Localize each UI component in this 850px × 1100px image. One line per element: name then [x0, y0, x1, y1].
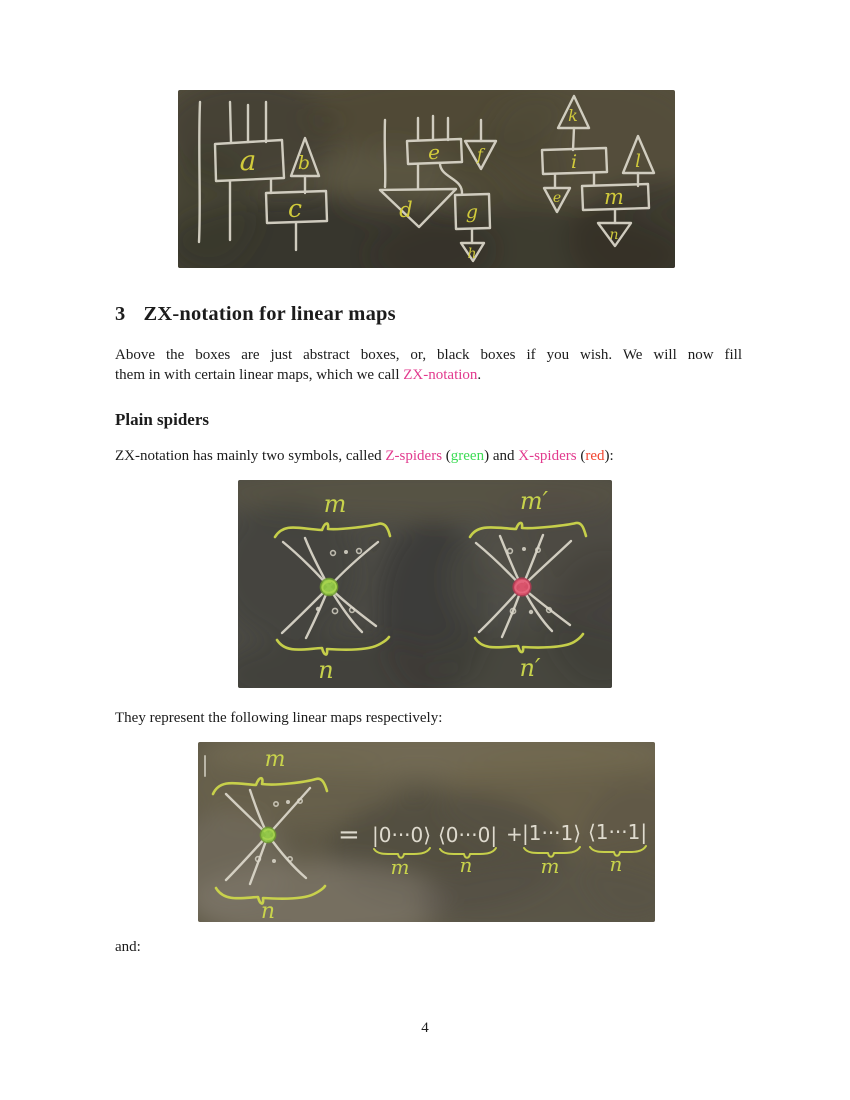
colon-suffix: ):	[604, 448, 614, 464]
paragraph-symbols	[115, 446, 614, 466]
x-spider-top-label: m′	[519, 487, 549, 515]
paragraph-symbols-text: ZX-notation has mainly two symbols, called	[115, 448, 386, 464]
x-spider-bottom-label: n′	[519, 654, 541, 682]
paragraph-and: and:	[115, 939, 141, 955]
paragraph-intro-line2-period: .	[477, 367, 482, 383]
chalkboard-photo-spiders	[238, 480, 612, 688]
chalk-label-m: m	[604, 185, 624, 209]
chalk-label-l: l	[635, 151, 641, 172]
section-number: 3	[115, 303, 126, 325]
subsection-title: Plain spiders	[115, 410, 209, 429]
paren-close-1: ) and	[484, 448, 519, 464]
zx-notation-link[interactable]: ZX-notation	[403, 367, 478, 383]
section-heading	[115, 303, 396, 326]
ket-ones: |1···1⟩	[522, 821, 582, 845]
paragraph-intro-line2	[115, 365, 742, 385]
chalk-label-h: h	[467, 246, 477, 262]
z-spider-top-label: m	[323, 490, 347, 518]
paren-open-1: (	[442, 448, 451, 464]
underbrace-label-n1: n	[459, 853, 473, 877]
equals-sign: =	[338, 820, 360, 850]
plus-sign: +	[506, 822, 523, 846]
chalk-label-g: g	[465, 201, 479, 223]
chalkboard-photo-boxes	[178, 90, 675, 268]
chalk-label-j: e	[552, 190, 562, 206]
chalk-label-d: d	[399, 198, 413, 222]
ket-zeros: |0···0⟩	[372, 823, 432, 847]
chalkboard-photo-spider-equation	[198, 742, 655, 922]
paragraph-represent: They represent the following linear maps respectively:	[115, 710, 443, 726]
underbrace-label-m2: m	[540, 854, 560, 878]
chalk-label-a: a	[239, 144, 257, 177]
page-number: 4	[421, 1020, 429, 1036]
z-spider-bottom-label: n	[318, 656, 334, 684]
board2-texture	[238, 480, 612, 688]
x-spiders-link[interactable]: X-spiders	[518, 448, 577, 464]
paragraph-intro-line1: Above the boxes are just abstract boxes, or, black boxes if you wish. We will now fill	[115, 347, 742, 363]
bra-ones: ⟨1···1|	[588, 820, 648, 844]
green-word[interactable]: green	[450, 448, 485, 464]
chalk-label-e: e	[428, 140, 440, 164]
z-spiders-link[interactable]: Z-spiders	[385, 448, 443, 464]
small-spider-bottom-label: n	[260, 899, 276, 922]
underbrace-label-n2: n	[609, 852, 623, 876]
chalk-label-b: b	[297, 152, 311, 174]
chalk-label-n: n	[609, 227, 619, 243]
chalk-label-i: i	[570, 151, 578, 173]
section-title: ZX-notation for linear maps	[143, 303, 396, 325]
chalk-label-f: f	[477, 145, 483, 164]
red-word[interactable]: red	[585, 448, 605, 464]
bra-zeros: ⟨0···0|	[438, 823, 498, 847]
paragraph-intro	[115, 345, 742, 385]
underbrace-label-m1: m	[390, 855, 410, 879]
paren-open-2: (	[576, 448, 586, 464]
chalk-label-k: k	[568, 106, 578, 125]
paragraph-intro-line2-text: them in with certain linear maps, which we call	[115, 367, 404, 383]
small-spider-top-label: m	[264, 747, 286, 772]
chalk-label-c: c	[287, 194, 303, 223]
